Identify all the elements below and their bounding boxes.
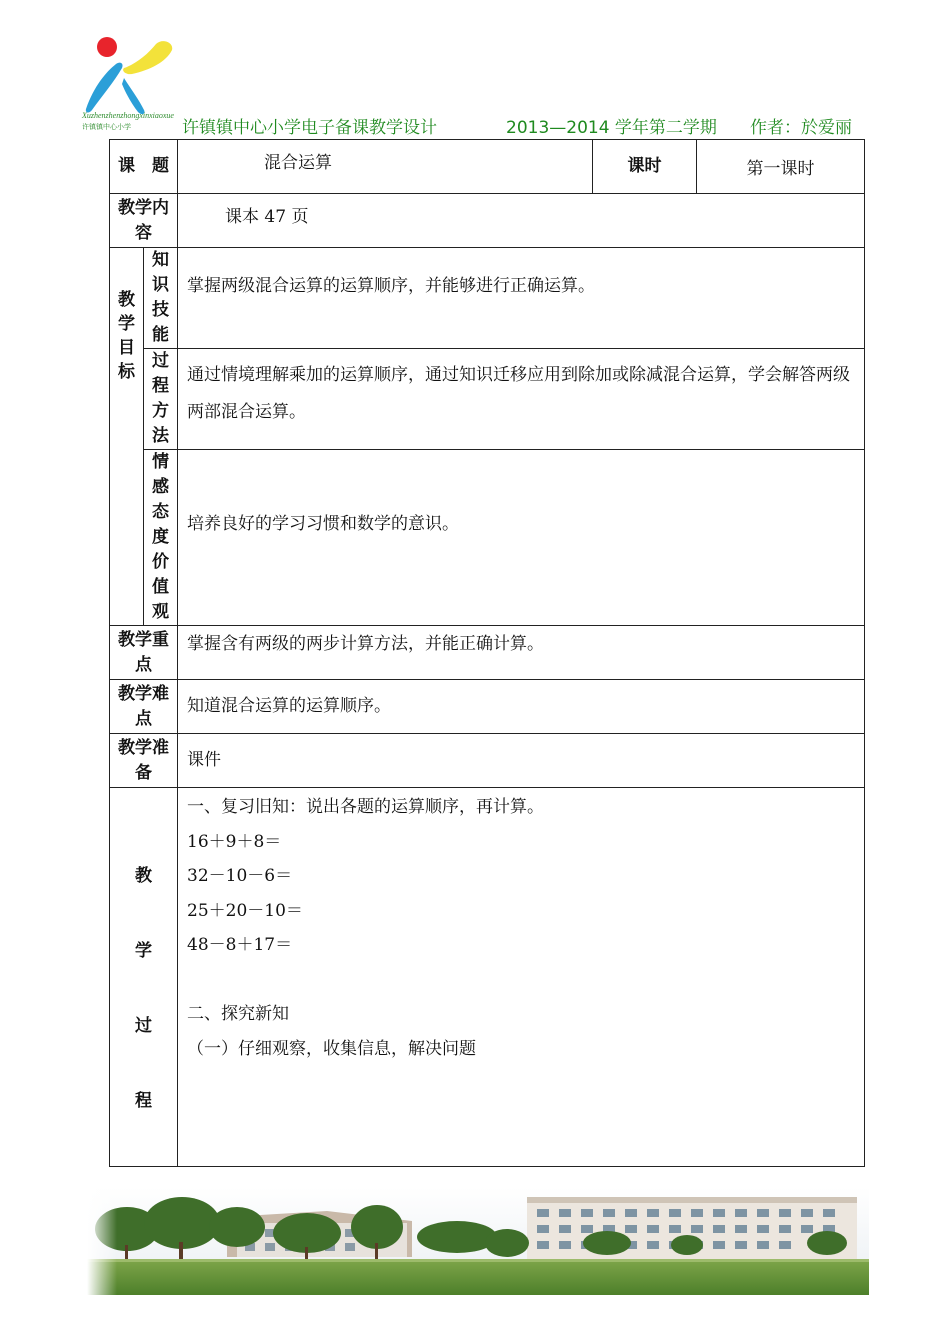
process-label-char: 程 [135,1091,152,1111]
logo-caption-cn: 许镇镇中心小学 [82,123,131,131]
process-label-char: 学 [135,941,152,961]
difficulty-label: 教学难点 [110,680,178,734]
goal-text-knowledge: 掌握两级混合运算的运算顺序，并能够进行正确运算。 [178,248,865,349]
table-row-goal-attitude [110,450,865,626]
process-label-char: 过 [135,1016,152,1036]
topic-value: 混合运算 [178,140,593,194]
lesson-plan-table [109,139,865,1167]
process-line: 32－10－6＝ [187,866,293,886]
campus-photo [87,1187,869,1295]
process-line: 二、探究新知 [187,1004,289,1024]
key-label: 教学重点 [110,626,178,680]
goals-label [110,248,144,626]
table-row-difficulty [110,680,865,734]
goal-label-process: 过程方法 [144,349,178,450]
table-row-goal-process [110,349,865,450]
period-label: 课时 [593,140,697,194]
key-value: 掌握含有两级的两步计算方法，并能正确计算。 [178,626,865,680]
table-row-topic [110,140,865,194]
process-content [178,788,865,1167]
school-title: 许镇镇中心小学电子备课教学设计 [182,118,437,138]
goals-label-text: 教学目标 [118,290,135,382]
goal-text-process: 通过情境理解乘加的运算顺序，通过知识迁移应用到除加或除减混合运算，学会解答两级两部混合运算。 [178,349,865,450]
table-row-process [110,788,865,1167]
process-line: 25＋20－10＝ [187,900,303,921]
process-line: 一、复习旧知：说出各题的运算顺序，再计算。 [187,797,544,817]
period-value: 第一课时 [697,140,865,194]
table-row-key [110,626,865,680]
term-label: 2013—2014 学年第二学期 [506,118,717,138]
table-row-content [110,194,865,248]
content-value: 课本 47 页 [178,194,865,248]
goal-label-knowledge: 知识技能 [144,248,178,349]
process-line: 16＋9＋8＝ [187,831,282,852]
goal-text-attitude: 培养良好的学习习惯和数学的意识。 [178,450,865,626]
author-label: 作者：於爱丽 [750,118,852,138]
difficulty-value: 知道混合运算的运算顺序。 [178,680,865,734]
content-label: 教学内容 [110,194,178,248]
process-line [187,963,855,998]
process-line: （一）仔细观察，收集信息，解决问题 [187,1038,476,1059]
topic-label: 课 题 [110,140,178,194]
process-line: 48－8＋17＝ [187,935,293,955]
prep-value: 课件 [178,734,865,788]
process-label [110,788,178,1167]
table-row-goal-knowledge [110,248,865,349]
logo-caption-en: Xuzhenzhenzhongxinxiaoxue [82,111,174,120]
process-label-char: 教 [135,866,152,886]
table-row-prep [110,734,865,788]
prep-label: 教学准备 [110,734,178,788]
goal-label-attitude: 情感态度价值观 [144,450,178,626]
